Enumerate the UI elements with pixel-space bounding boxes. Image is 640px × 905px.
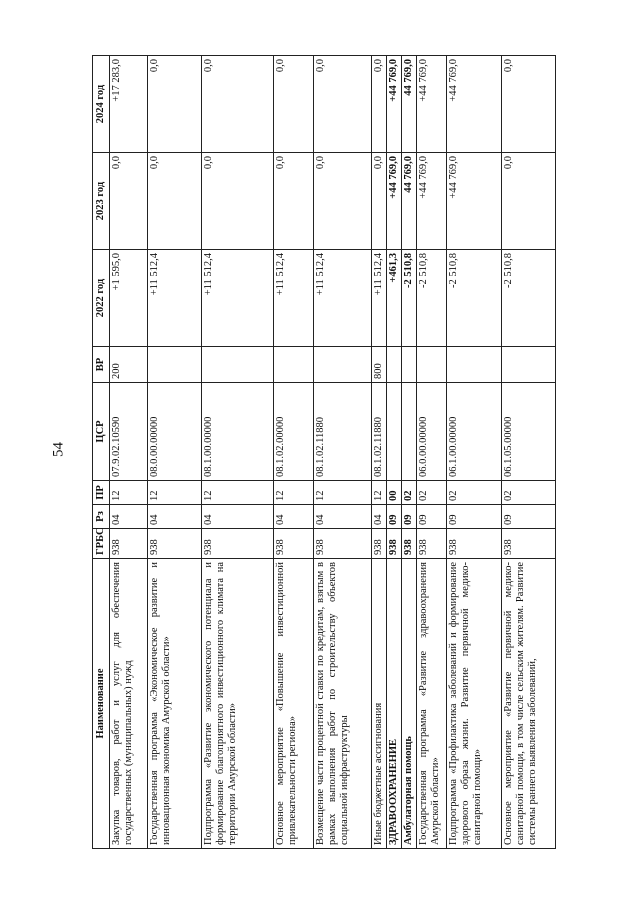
cell-2022: -2 510,8 xyxy=(447,250,502,347)
cell-grbs: 938 xyxy=(447,529,502,559)
cell-vr xyxy=(447,347,502,383)
header-2024: 2024 год xyxy=(93,56,110,153)
cell-grbs: 938 xyxy=(502,529,556,559)
cell-name: ЗДРАВООХРАНЕНИЕ xyxy=(387,559,402,849)
cell-csr: 08.1.02.11880 xyxy=(314,383,372,481)
cell-vr xyxy=(274,347,314,383)
cell-2022: -2 510,8 xyxy=(402,250,417,347)
cell-csr: 08.1.00.00000 xyxy=(202,383,274,481)
table-header-row xyxy=(93,56,110,849)
cell-pr: 12 xyxy=(202,481,274,505)
table-row xyxy=(202,56,274,849)
cell-pr: 00 xyxy=(387,481,402,505)
cell-2022: +11 512,4 xyxy=(148,250,202,347)
cell-2024: 0,0 xyxy=(148,56,202,153)
table-row xyxy=(148,56,202,849)
cell-rz: 09 xyxy=(402,505,417,529)
cell-rz: 04 xyxy=(110,505,148,529)
header-pr: ПР xyxy=(93,481,110,505)
cell-rz: 04 xyxy=(274,505,314,529)
cell-vr xyxy=(402,347,417,383)
table-row xyxy=(372,56,387,849)
cell-2024: +44 769,0 xyxy=(447,56,502,153)
cell-2023: 0,0 xyxy=(274,153,314,250)
cell-vr xyxy=(417,347,447,383)
cell-rz: 09 xyxy=(502,505,556,529)
cell-2022: +1 595,0 xyxy=(110,250,148,347)
cell-2024: 0,0 xyxy=(372,56,387,153)
header-name: Наименование xyxy=(93,559,110,849)
cell-pr: 12 xyxy=(274,481,314,505)
table-row xyxy=(387,56,402,849)
cell-rz: 09 xyxy=(387,505,402,529)
cell-2023: +44 769,0 xyxy=(417,153,447,250)
cell-vr xyxy=(314,347,372,383)
cell-2024: 0,0 xyxy=(274,56,314,153)
cell-2023: 0,0 xyxy=(110,153,148,250)
cell-name: Государственная программа «Развитие здравоохранения Амурской области» xyxy=(417,559,447,849)
budget-table xyxy=(92,55,556,849)
cell-2024: +44 769,0 xyxy=(387,56,402,153)
cell-pr: 12 xyxy=(148,481,202,505)
cell-name: Основное мероприятие «Повышение инвестиционной привлекательности региона» xyxy=(274,559,314,849)
cell-2023: 0,0 xyxy=(372,153,387,250)
header-2023: 2023 год xyxy=(93,153,110,250)
cell-2022: +11 512,4 xyxy=(314,250,372,347)
cell-2023: 0,0 xyxy=(314,153,372,250)
cell-name: Амбулаторная помощь xyxy=(402,559,417,849)
cell-name: Закупка товаров, работ и услуг для обеспечения государственных (муниципальных) нужд xyxy=(110,559,148,849)
cell-vr xyxy=(387,347,402,383)
cell-vr: 800 xyxy=(372,347,387,383)
cell-csr: 07.9.02.10590 xyxy=(110,383,148,481)
cell-pr: 12 xyxy=(110,481,148,505)
table-row xyxy=(502,56,556,849)
cell-grbs: 938 xyxy=(372,529,387,559)
cell-2022: +11 512,4 xyxy=(372,250,387,347)
table-row xyxy=(110,56,148,849)
page-number: 54 xyxy=(50,442,67,457)
cell-vr xyxy=(202,347,274,383)
cell-2024: 44 769,0 xyxy=(402,56,417,153)
cell-2023: 0,0 xyxy=(502,153,556,250)
cell-2023: 44 769,0 xyxy=(402,153,417,250)
header-csr: ЦСР xyxy=(93,383,110,481)
cell-rz: 04 xyxy=(148,505,202,529)
cell-2023: 0,0 xyxy=(202,153,274,250)
cell-name: Основное мероприятие «Развитие первичной медико-санитарной помощи, в том числе сельским жителям. Развитие системы раннего выявления заболеваний, xyxy=(502,559,556,849)
table-row xyxy=(314,56,372,849)
cell-grbs: 938 xyxy=(274,529,314,559)
cell-name: Подпрограмма «Профилактика заболеваний и формирование здорового образа жизни. Развитие первичной медико-санитарной помощи» xyxy=(447,559,502,849)
cell-rz: 09 xyxy=(417,505,447,529)
cell-rz: 04 xyxy=(372,505,387,529)
cell-csr xyxy=(402,383,417,481)
table-row xyxy=(274,56,314,849)
cell-name: Возмещение части процентной ставки по кредитам, взятым в рамках выполнения работ по строительству объектов социальной инфраструктуры xyxy=(314,559,372,849)
cell-2022: -2 510,8 xyxy=(502,250,556,347)
cell-2022: +461,3 xyxy=(387,250,402,347)
cell-name: Государственная программа «Экономическое развитие и инновационная экономика Амурской области» xyxy=(148,559,202,849)
cell-csr: 08.1.02.11880 xyxy=(372,383,387,481)
cell-grbs: 938 xyxy=(148,529,202,559)
cell-grbs: 938 xyxy=(417,529,447,559)
cell-pr: 12 xyxy=(314,481,372,505)
cell-2022: +11 512,4 xyxy=(274,250,314,347)
cell-rz: 04 xyxy=(202,505,274,529)
cell-csr xyxy=(387,383,402,481)
table-row xyxy=(417,56,447,849)
header-grbs: ГРБС xyxy=(93,529,110,559)
cell-pr: 02 xyxy=(417,481,447,505)
cell-csr: 06.1.00.00000 xyxy=(447,383,502,481)
cell-pr: 02 xyxy=(447,481,502,505)
cell-grbs: 938 xyxy=(314,529,372,559)
cell-rz: 09 xyxy=(447,505,502,529)
cell-2024: 0,0 xyxy=(202,56,274,153)
cell-grbs: 938 xyxy=(110,529,148,559)
cell-2023: +44 769,0 xyxy=(387,153,402,250)
cell-csr: 08.1.02.00000 xyxy=(274,383,314,481)
cell-2024: +17 283,0 xyxy=(110,56,148,153)
cell-vr xyxy=(148,347,202,383)
cell-2022: -2 510,8 xyxy=(417,250,447,347)
cell-csr: 06.1.05.00000 xyxy=(502,383,556,481)
cell-grbs: 938 xyxy=(387,529,402,559)
cell-vr xyxy=(502,347,556,383)
cell-vr: 200 xyxy=(110,347,148,383)
cell-2024: 0,0 xyxy=(502,56,556,153)
cell-2022: +11 512,4 xyxy=(202,250,274,347)
rotated-table-container xyxy=(92,56,547,849)
cell-rz: 04 xyxy=(314,505,372,529)
cell-pr: 02 xyxy=(402,481,417,505)
cell-2024: +44 769,0 xyxy=(417,56,447,153)
header-vr: ВР xyxy=(93,347,110,383)
cell-name: Иные бюджетные ассигнования xyxy=(372,559,387,849)
cell-csr: 06.0.00.00000 xyxy=(417,383,447,481)
cell-grbs: 938 xyxy=(202,529,274,559)
header-2022: 2022 год xyxy=(93,250,110,347)
cell-2023: 0,0 xyxy=(148,153,202,250)
table-row xyxy=(447,56,502,849)
cell-pr: 12 xyxy=(372,481,387,505)
header-rz: Рз xyxy=(93,505,110,529)
cell-2023: +44 769,0 xyxy=(447,153,502,250)
cell-name: Подпрограмма «Развитие экономического потенциала и формирование благоприятного инвестиционного климата на территории Амурской области» xyxy=(202,559,274,849)
table-row xyxy=(402,56,417,849)
cell-pr: 02 xyxy=(502,481,556,505)
cell-csr: 08.0.00.00000 xyxy=(148,383,202,481)
cell-2024: 0,0 xyxy=(314,56,372,153)
cell-grbs: 938 xyxy=(402,529,417,559)
